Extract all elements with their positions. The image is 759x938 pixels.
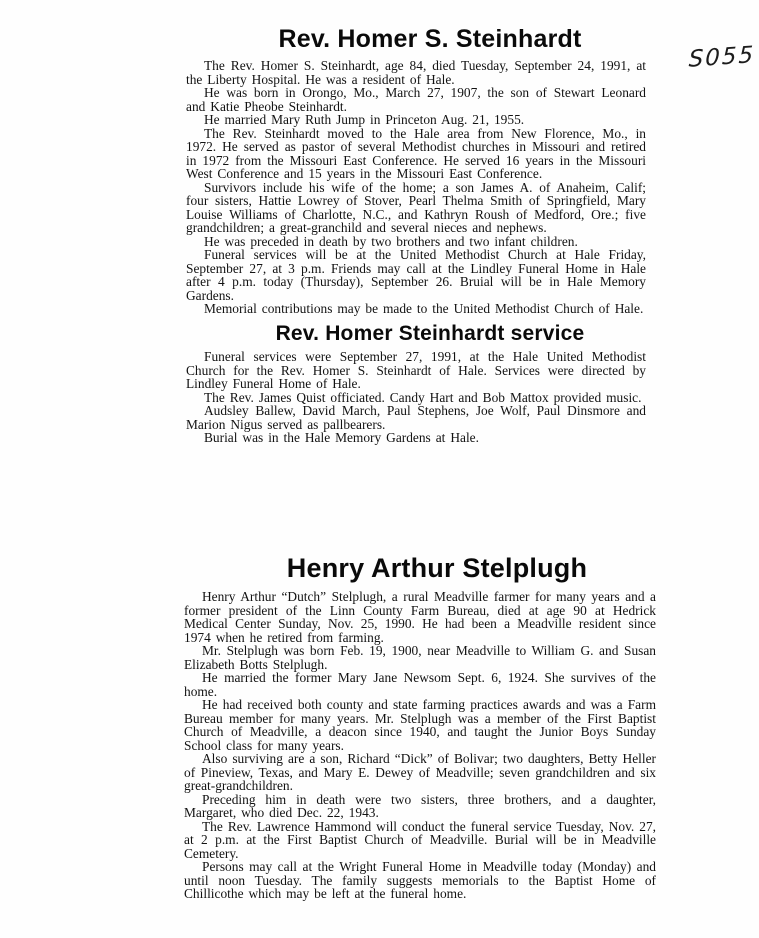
handwritten-archive-code: S055: [687, 42, 755, 73]
article-paragraph: Funeral services were September 27, 1991, at the Hale United Methodist Church for the Rev. Homer S. Steinhardt of Hale. Services were directed by Lindley Funeral Home of Hale.: [186, 349, 646, 392]
article-paragraph: Preceding him in death were two sisters, three brothers, and a daughter, Margaret, who died Dec. 22, 1943.: [184, 791, 656, 821]
article-paragraph: He married Mary Ruth Jump in Princeton Aug. 21, 1955.: [204, 112, 525, 127]
article-title-stelplugh-obituary: Henry Arthur Stelplugh: [286, 553, 588, 583]
article-paragraph: Audsley Ballew, David March, Paul Stephens, Joe Wolf, Paul Dinsmore and Marion Nigus served as pallbearers.: [186, 403, 646, 432]
obituary-column-steinhardt: [186, 26, 646, 445]
article-paragraph: The Rev. Lawrence Hammond will conduct the funeral service Tuesday, Nov. 27, at 2 p.m. at the First Baptist Church of Meadville. Burial will be in Meadville Cemetery.: [184, 818, 656, 861]
article-stelplugh-obituary: [184, 554, 656, 901]
article-steinhardt-service: [186, 323, 646, 445]
article-paragraph: Persons may call at the Wright Funeral Home in Meadville today (Monday) and until noon Tuesday. The family suggests memorials to the Baptist Home of Chillicothe which may be left at the funeral home.: [184, 859, 656, 902]
article-steinhardt-obituary: [186, 26, 646, 316]
article-paragraph: Funeral services will be at the United Methodist Church at Hale Friday, September 27, at 3 p.m. Friends may call at the Lindley Funeral Home in Hale after 4 p.m. today (Thursday), September 26. Bruial will be in Hale Memory Gardens.: [186, 247, 646, 303]
article-paragraph: He had received both county and state farming practices awards and was a Farm Bureau member for many years. Mr. Stelplugh was a member of the First Baptist Church of Meadville, a deacon since 1940, and taught the Junior Boys Sunday School class for many years.: [184, 697, 656, 753]
article-paragraph: He married the former Mary Jane Newsom Sept. 6, 1924. She survives of the home.: [184, 670, 656, 699]
article-paragraph: The Rev. Steinhardt moved to the Hale area from New Florence, Mo., in 1972. He served as pastor of several Methodist churches in Missouri and retired in 1972 from the Missouri East Conference. He served 16 years in the Missouri West Conference and 15 years in the Missouri East Conference.: [186, 125, 646, 181]
obituary-column-stelplugh: [184, 554, 656, 901]
article-paragraph: Memorial contributions may be made to the United Methodist Church of Hale.: [204, 301, 644, 316]
article-title-steinhardt-obituary: Rev. Homer S. Steinhardt: [278, 25, 582, 53]
article-paragraph: The Rev. Homer S. Steinhardt, age 84, died Tuesday, September 24, 1991, at the Liberty Hospital. He was a resident of Hale.: [186, 58, 646, 87]
article-paragraph: Burial was in the Hale Memory Gardens at Hale.: [204, 430, 479, 446]
article-paragraph: Survivors include his wife of the home; a son James A. of Anaheim, Calif; four sisters, Hattie Lowrey of Stover, Pearl Thelma Smith of Springfield, Mary Louise Williams of Charlotte, N.C., and Kathryn Roush of Medford, Ore.; five grandchildren; a great-granchild and several nieces and nephews.: [186, 179, 646, 235]
article-paragraph: Also surviving are a son, Richard “Dick” of Bolivar; two daughters, Betty Heller of Pineview, Texas, and Mary E. Dewey of Meadville; seven grandchildren and six great-grandchildren.: [184, 751, 656, 794]
article-paragraph: He was preceded in death by two brothers and two infant children.: [204, 233, 578, 249]
article-paragraph: Mr. Stelplugh was born Feb. 19, 1900, near Meadville to William G. and Susan Elizabeth Botts Stelplugh.: [184, 643, 656, 672]
article-paragraph: Henry Arthur “Dutch” Stelplugh, a rural Meadville farmer for many years and a former president of the Linn County Farm Bureau, died at age 90 at Hedrick Medical Center Sunday, Nov. 25, 1990. He had been a Meadville resident since 1974 when he retired from farming.: [184, 589, 656, 645]
article-title-steinhardt-service: Rev. Homer Steinhardt service: [275, 321, 585, 345]
article-paragraph: The Rev. James Quist officiated. Candy Hart and Bob Mattox provided music.: [204, 389, 642, 405]
article-paragraph: He was born in Orongo, Mo., March 27, 1907, the son of Stewart Leonard and Katie Pheobe Steinhardt.: [186, 85, 646, 114]
